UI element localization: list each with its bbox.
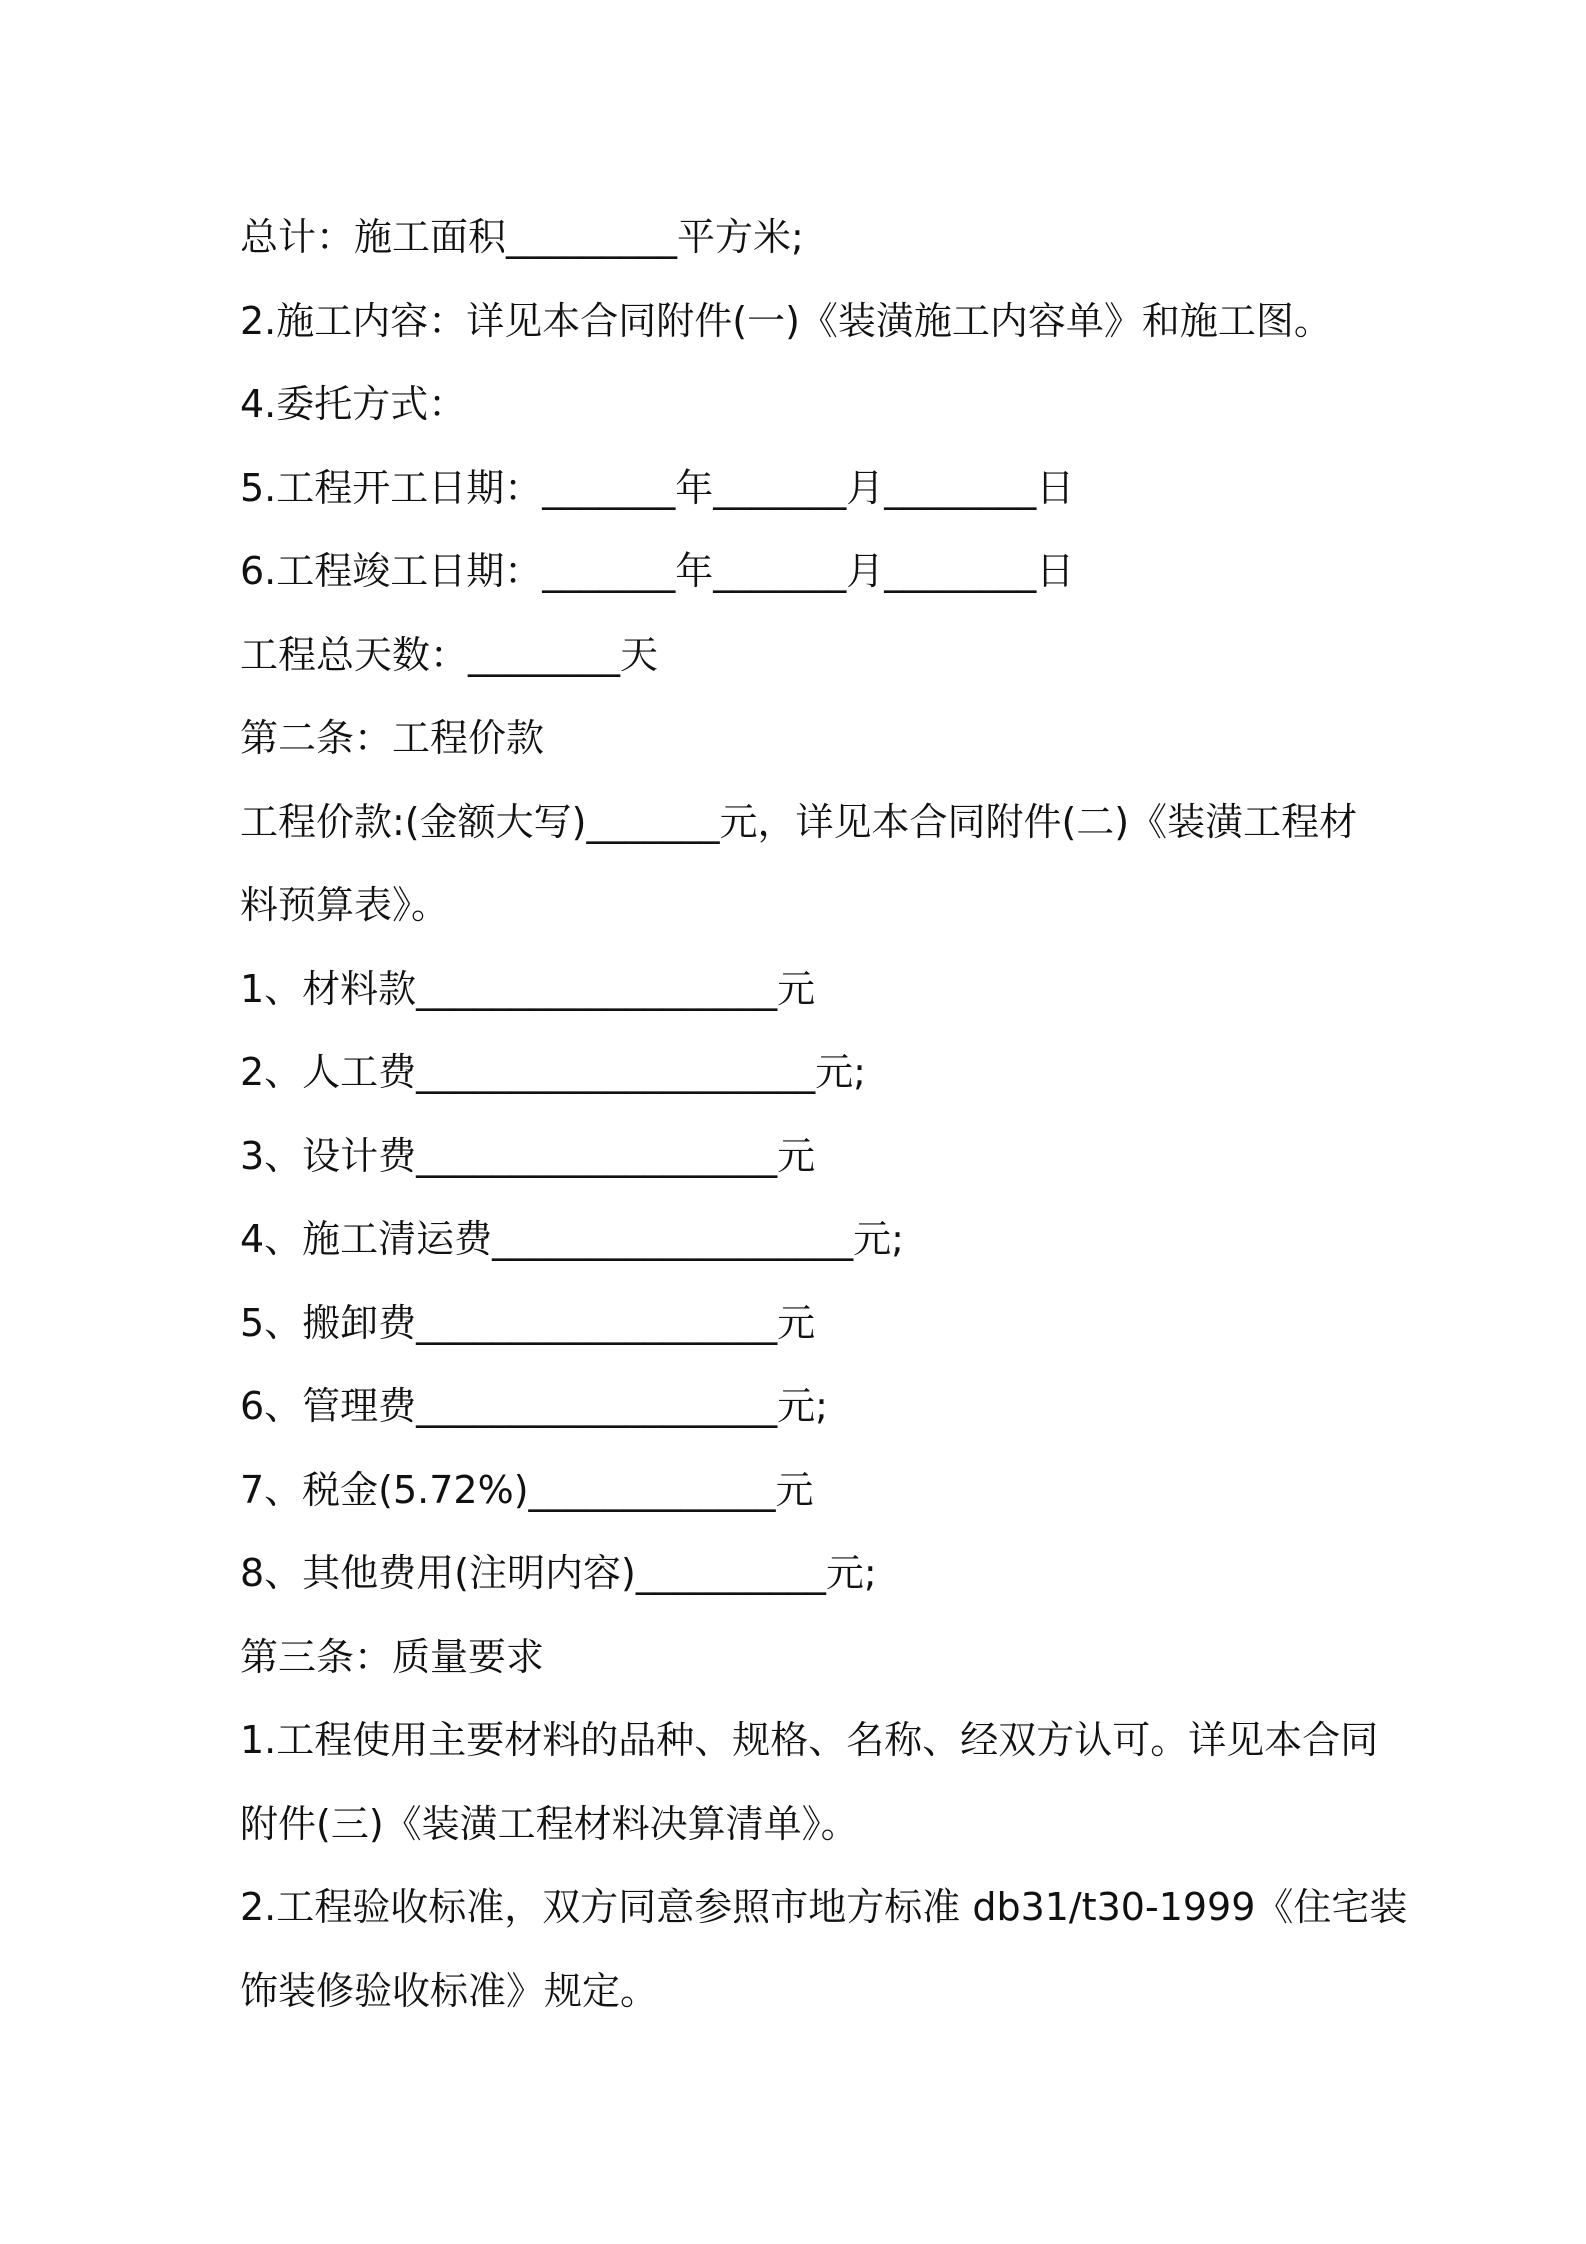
total-area-line: 总计：施工面积_________平方米; [240, 215, 804, 259]
tax-line: 7、税金(5.72%)_____________元 [240, 1467, 814, 1512]
other-fees-line: 8、其他费用(注明内容)__________元; [240, 1551, 877, 1595]
management-fee-line: 6、管理费___________________元; [240, 1384, 828, 1428]
completion-date-line: 6.工程竣工日期：_______年_______月________日 [240, 549, 1075, 593]
project-price-line-continued: 料预算表》。 [240, 883, 450, 927]
commission-method-line: 4.委托方式： [240, 382, 467, 426]
total-days-line: 工程总天数：________天 [240, 632, 659, 677]
article-three-heading: 第三条：质量要求 [240, 1634, 545, 1679]
handling-fee-line: 5、搬卸费___________________元 [240, 1300, 816, 1345]
materials-spec-line: 1.工程使用主要材料的品种、规格、名称、经双方认可。详见本合同 [240, 1718, 1379, 1762]
document-body [240, 196, 1408, 2033]
acceptance-standard-line-continued: 饰装修验收标准》规定。 [240, 1968, 659, 2013]
design-fee-line: 3、设计费___________________元 [240, 1133, 816, 1178]
cleanup-fee-line: 4、施工清运费___________________元; [240, 1217, 904, 1261]
material-cost-line: 1、材料款___________________元 [240, 966, 816, 1011]
materials-spec-line-continued: 附件(三)《装潢工程材料决算清单》。 [240, 1801, 859, 1846]
article-two-heading: 第二条：工程价款 [240, 716, 545, 760]
acceptance-standard-line: 2.工程验收标准，双方同意参照市地方标准 db31/t30-1999《住宅装 [240, 1885, 1408, 1929]
project-price-line: 工程价款:(金额大写)_______元，详见本合同附件(二)《装潢工程材 [240, 799, 1358, 844]
labor-cost-line: 2、人工费_____________________元; [240, 1050, 866, 1094]
construction-content-line: 2.施工内容：详见本合同附件(一)《装潢施工内容单》和施工图。 [240, 298, 1332, 343]
start-date-line: 5.工程开工日期：_______年_______月________日 [240, 465, 1075, 510]
